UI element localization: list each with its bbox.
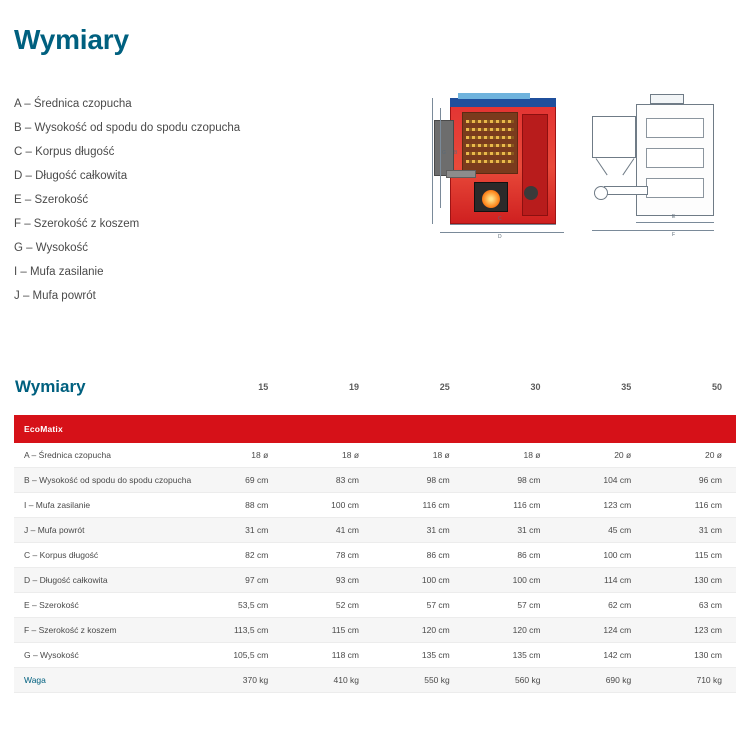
row-value: 69 cm — [191, 468, 282, 493]
heat-exchanger-coil — [466, 136, 514, 139]
motor-icon — [594, 186, 608, 200]
knob-icon — [524, 186, 538, 200]
row-value: 18 ø — [191, 443, 282, 468]
row-label: E – Szerokość — [14, 593, 191, 618]
boiler-section-drawing — [428, 90, 568, 240]
row-value: 20 ø — [554, 443, 645, 468]
table-body — [14, 443, 736, 693]
table-row — [14, 443, 736, 468]
table-row — [14, 618, 736, 643]
row-value: 113,5 cm — [191, 618, 282, 643]
row-label: G – Wysokość — [14, 643, 191, 668]
row-value: 83 cm — [282, 468, 373, 493]
row-value: 130 cm — [645, 643, 736, 668]
silo-cone-right — [622, 158, 634, 175]
legend-list — [14, 92, 344, 308]
row-value: 120 cm — [464, 618, 555, 643]
row-label: C – Korpus długość — [14, 543, 191, 568]
legend-item: A – Średnica czopucha — [14, 98, 132, 110]
dimension-line-vertical — [440, 108, 441, 208]
dimension-label-e: E — [672, 214, 676, 220]
hopper-shape — [434, 120, 454, 176]
row-value: 410 kg — [282, 668, 373, 693]
table-row — [14, 518, 736, 543]
row-label: B – Wysokość od spodu do spodu czopucha — [14, 468, 191, 493]
boiler-door-shape — [646, 178, 704, 198]
legend-item: J – Mufa powrót — [14, 290, 96, 302]
column-header-15: 15 — [258, 381, 269, 392]
row-value: 18 ø — [464, 443, 555, 468]
boiler-door-shape — [646, 118, 704, 138]
row-label: J – Mufa powrót — [14, 518, 191, 543]
legend-item: D – Długość całkowita — [14, 170, 128, 182]
table-row — [14, 593, 736, 618]
row-value: 45 cm — [554, 518, 645, 543]
dimension-label-f: F — [672, 232, 676, 238]
boiler-top-strip — [450, 98, 556, 107]
row-value: 100 cm — [282, 493, 373, 518]
dimension-label-c: C — [498, 216, 502, 222]
row-value: 41 cm — [282, 518, 373, 543]
boiler-right-column — [522, 114, 548, 216]
table-row — [14, 543, 736, 568]
row-value: 18 ø — [282, 443, 373, 468]
heat-exchanger-coil — [466, 152, 514, 155]
page-title: Wymiary — [14, 24, 129, 55]
legend-item: E – Szerokość — [14, 194, 89, 206]
row-value: 123 cm — [645, 618, 736, 643]
dimension-label-g: G — [442, 150, 446, 156]
row-label: F – Szerokość z koszem — [14, 618, 191, 643]
row-value: 98 cm — [373, 468, 464, 493]
row-value: 78 cm — [282, 543, 373, 568]
row-value: 114 cm — [554, 568, 645, 593]
dimension-line-horizontal — [636, 222, 714, 223]
row-value: 31 cm — [645, 518, 736, 543]
dimension-label-b: B — [454, 150, 458, 156]
row-value: 560 kg — [464, 668, 555, 693]
row-value: 86 cm — [464, 543, 555, 568]
column-header-25: 25 — [439, 381, 450, 392]
boiler-top-cover — [458, 93, 530, 99]
row-value: 31 cm — [464, 518, 555, 543]
row-value: 100 cm — [464, 568, 555, 593]
row-value: 115 cm — [282, 618, 373, 643]
feeder-shape — [604, 186, 648, 195]
table-row — [14, 668, 736, 693]
row-value: 135 cm — [373, 643, 464, 668]
legend-item: G – Wysokość — [14, 242, 89, 254]
table-band-row — [14, 415, 736, 443]
legend-item: C – Korpus długość — [14, 146, 115, 158]
row-label: I – Mufa zasilanie — [14, 493, 191, 518]
row-value: 57 cm — [464, 593, 555, 618]
column-header-35: 35 — [621, 381, 632, 392]
row-value: 57 cm — [373, 593, 464, 618]
row-value: 116 cm — [373, 493, 464, 518]
row-value: 105,5 cm — [191, 643, 282, 668]
row-value: 63 cm — [645, 593, 736, 618]
row-value: 124 cm — [554, 618, 645, 643]
row-value: 550 kg — [373, 668, 464, 693]
table-title — [14, 376, 191, 415]
band-label: EcoMatix — [14, 415, 736, 443]
row-value: 96 cm — [645, 468, 736, 493]
silo-cone-left — [596, 158, 608, 175]
row-value: 115 cm — [645, 543, 736, 568]
feeder-tube-shape — [446, 170, 476, 178]
dimension-label-d: D — [498, 234, 502, 240]
row-value: 18 ø — [373, 443, 464, 468]
row-value: 100 cm — [373, 568, 464, 593]
table-row — [14, 643, 736, 668]
table-row — [14, 468, 736, 493]
dimension-line-vertical — [432, 98, 433, 224]
row-value: 20 ø — [645, 443, 736, 468]
legend-item: I – Mufa zasilanie — [14, 266, 104, 278]
row-value: 118 cm — [282, 643, 373, 668]
table-title-text: Wymiary — [15, 377, 86, 396]
row-value: 97 cm — [191, 568, 282, 593]
dimension-line-horizontal — [592, 230, 714, 231]
boiler-door-shape — [646, 148, 704, 168]
row-value: 62 cm — [554, 593, 645, 618]
legend-item: F – Szerokość z koszem — [14, 218, 140, 230]
row-value: 135 cm — [464, 643, 555, 668]
flame-icon — [482, 190, 500, 208]
row-value: 123 cm — [554, 493, 645, 518]
heat-exchanger-coil — [466, 160, 514, 163]
row-value: 690 kg — [554, 668, 645, 693]
row-value: 116 cm — [464, 493, 555, 518]
dimensions-table — [14, 376, 736, 693]
row-value: 88 cm — [191, 493, 282, 518]
row-value: 116 cm — [645, 493, 736, 518]
table-row — [14, 493, 736, 518]
row-value: 710 kg — [645, 668, 736, 693]
row-value: 120 cm — [373, 618, 464, 643]
row-value: 98 cm — [464, 468, 555, 493]
row-value: 370 kg — [191, 668, 282, 693]
row-label: A – Średnica czopucha — [14, 443, 191, 468]
table-header — [14, 376, 736, 415]
table-row — [14, 568, 736, 593]
dimension-line-horizontal — [450, 224, 556, 225]
boiler-top-cap-shape — [650, 94, 684, 104]
boiler-front-drawing — [588, 90, 733, 238]
heat-exchanger-coil — [466, 120, 514, 123]
row-label: Waga — [14, 668, 191, 693]
column-header-30: 30 — [530, 381, 541, 392]
row-value: 52 cm — [282, 593, 373, 618]
row-value: 130 cm — [645, 568, 736, 593]
row-value: 31 cm — [191, 518, 282, 543]
legend-item: B – Wysokość od spodu do spodu czopucha — [14, 122, 241, 134]
row-value: 93 cm — [282, 568, 373, 593]
row-value: 31 cm — [373, 518, 464, 543]
dimension-line-horizontal — [440, 232, 564, 233]
row-value: 104 cm — [554, 468, 645, 493]
heat-exchanger-coil — [466, 144, 514, 147]
row-value: 53,5 cm — [191, 593, 282, 618]
row-value: 86 cm — [373, 543, 464, 568]
technical-drawings — [408, 80, 738, 250]
row-value: 142 cm — [554, 643, 645, 668]
column-header-19: 19 — [349, 381, 360, 392]
fuel-silo-shape — [592, 116, 636, 158]
heat-exchanger-coil — [466, 128, 514, 131]
column-header-50: 50 — [711, 381, 722, 392]
row-label: D – Długość całkowita — [14, 568, 191, 593]
row-value: 100 cm — [554, 543, 645, 568]
row-value: 82 cm — [191, 543, 282, 568]
